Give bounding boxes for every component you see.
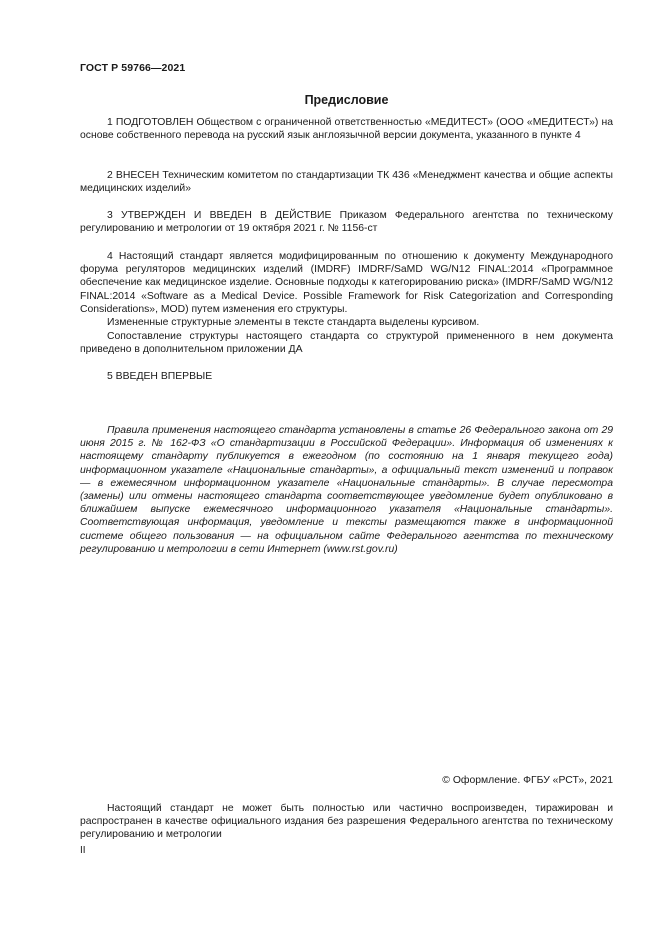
paragraph-first-introduced: 5 ВВЕДЕН ВПЕРВЫЕ: [107, 371, 213, 382]
copyright-line: © Оформление. ФГБУ «РСТ», 2021: [442, 775, 613, 786]
paragraph-modified: 4 Настоящий стандарт является модифицированным по отношению к документу Международного форума регуляторов медицинских изделий (IMDRF) IMDRF/SaMD WG/N12 FINAL:2014 «Программное обеспечение как медицинское изделие. Основные подходы к категорированию риска» (IMDRF/SaMD WG/N12 FINAL:2014 «Software as a Medical Device. Possible Framework for Risk Categorization and Corresponding Considerations», MOD) путем изменения его структуры.: [80, 251, 613, 315]
paragraph-introduced: 2 ВНЕСЕН Техническим комитетом по стандартизации ТК 436 «Менеджмент качества и общие аспекты медицинских изделий»: [80, 170, 613, 195]
paragraph-comparison: Сопоставление структуры настоящего стандарта со структурой примененного в нем документа приведено в дополнительном приложении ДА: [80, 331, 613, 356]
paragraph-prepared: 1 ПОДГОТОВЛЕН Обществом с ограниченной ответственностью «МЕДИТЕСТ» (ООО «МЕДИТЕСТ») на основе собственного перевода на русский язык англоязычной версии документа, указанного в пункте 4: [80, 117, 613, 142]
reproduction-rights: Настоящий стандарт не может быть полностью или частично воспроизведен, тиражирован и распространен в качестве официального издания без разрешения Федерального агентства по техническому регулированию и метрологии: [80, 803, 613, 841]
rules-notice: Правила применения настоящего стандарта установлены в статье 26 Федерального закона от 29 июня 2015 г. № 162-ФЗ «О стандартизации в Российской Федерации». Информация об изменениях к настоящему стандарту публикуется в ежегодном (по состоянию на 1 января текущего года) информационном указателе «Национальные стандарты», а официальный текст изменений и поправок — в ежемесячном информационном указателе «Национальные стандарты». В случае пересмотра (замены) или отмены настоящего стандарта соответствующее уведомление будет опубликовано в ближайшем выпуске ежемесячного информационного указателя «Национальные стандарты». Соответствующая информация, уведомление и тексты размещаются также в информационной системе общего пользования — на официальном сайте Федерального агентства по техническому регулированию и метрологии в сети Интернет (www.rst.gov.ru): [80, 425, 613, 555]
paragraph-italic-note: Измененные структурные элементы в тексте стандарта выделены курсивом.: [107, 317, 480, 328]
paragraph-approved: 3 УТВЕРЖДЕН И ВВЕДЕН В ДЕЙСТВИЕ Приказом Федерального агентства по техническому регулированию и метрологии от 19 октября 2021 г. № 1156-ст: [80, 210, 613, 235]
page-number: II: [80, 845, 86, 856]
page-title: Предисловие: [304, 93, 389, 107]
document-code: ГОСТ Р 59766—2021: [80, 62, 186, 74]
